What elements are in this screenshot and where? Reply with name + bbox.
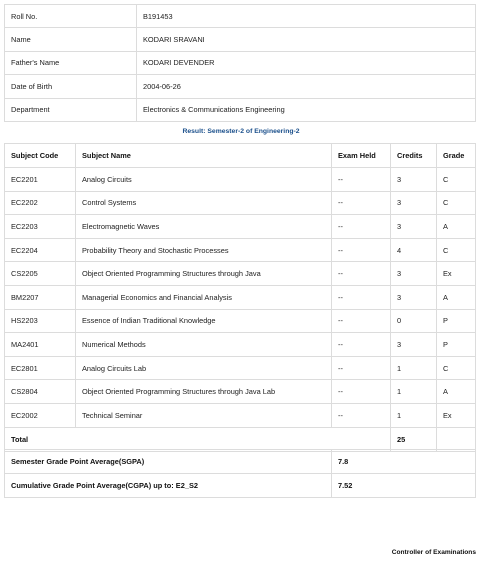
subject-code: BM2207 xyxy=(5,285,76,309)
student-info-value: 2004-06-26 xyxy=(137,75,476,98)
subject-row xyxy=(5,285,476,309)
header-grade: Grade xyxy=(437,144,476,168)
subject-name: Control Systems xyxy=(76,191,332,215)
student-info-value: KODARI DEVENDER xyxy=(137,51,476,74)
subject-exam: -- xyxy=(332,191,391,215)
student-info-table xyxy=(4,4,476,122)
subject-code: EC2002 xyxy=(5,403,76,427)
subject-exam: -- xyxy=(332,380,391,404)
subject-grade: C xyxy=(437,168,476,192)
subject-credits: 1 xyxy=(391,403,437,427)
subject-exam: -- xyxy=(332,168,391,192)
subject-row xyxy=(5,403,476,427)
subject-credits: 1 xyxy=(391,380,437,404)
subject-grade: A xyxy=(437,285,476,309)
subject-row xyxy=(5,333,476,357)
header-subject-name: Subject Name xyxy=(76,144,332,168)
subject-credits: 3 xyxy=(391,285,437,309)
subject-grade: A xyxy=(437,380,476,404)
subject-credits: 3 xyxy=(391,215,437,239)
subject-grade: C xyxy=(437,356,476,380)
subject-row xyxy=(5,380,476,404)
subject-code: EC2204 xyxy=(5,238,76,262)
subject-exam: -- xyxy=(332,238,391,262)
subject-name: Technical Seminar xyxy=(76,403,332,427)
subject-code: CS2804 xyxy=(5,380,76,404)
subject-exam: -- xyxy=(332,403,391,427)
subject-name: Numerical Methods xyxy=(76,333,332,357)
subject-code: EC2201 xyxy=(5,168,76,192)
subject-credits: 3 xyxy=(391,168,437,192)
result-heading: Result: Semester-2 of Engineering-2 xyxy=(182,128,300,135)
results-table xyxy=(4,143,476,452)
cgpa-row xyxy=(5,474,476,498)
total-credits: 25 xyxy=(391,427,437,451)
subject-name: Managerial Economics and Financial Analysis xyxy=(76,285,332,309)
header-subject-code: Subject Code xyxy=(5,144,76,168)
subject-credits: 1 xyxy=(391,356,437,380)
subject-grade: A xyxy=(437,215,476,239)
subject-credits: 0 xyxy=(391,309,437,333)
student-info-value: B191453 xyxy=(137,5,476,28)
subject-grade: C xyxy=(437,238,476,262)
student-info-label: Name xyxy=(5,28,137,51)
total-grade-cell xyxy=(437,427,476,451)
total-row xyxy=(5,427,476,451)
subject-grade: Ex xyxy=(437,262,476,286)
subject-credits: 4 xyxy=(391,238,437,262)
subject-row xyxy=(5,309,476,333)
subject-exam: -- xyxy=(332,309,391,333)
subject-credits: 3 xyxy=(391,333,437,357)
header-exam-held: Exam Held xyxy=(332,144,391,168)
cgpa-label: Cumulative Grade Point Average(CGPA) up to: E2_S2 xyxy=(5,474,332,498)
student-info-value: KODARI SRAVANI xyxy=(137,28,476,51)
student-info-row xyxy=(5,5,476,28)
total-label: Total xyxy=(5,427,391,451)
student-info-value: Electronics & Communications Engineering xyxy=(137,98,476,121)
student-info-row xyxy=(5,28,476,51)
cgpa-value: 7.52 xyxy=(332,474,476,498)
subject-row xyxy=(5,262,476,286)
subject-grade: P xyxy=(437,309,476,333)
results-header-row xyxy=(5,144,476,168)
student-info-row xyxy=(5,98,476,121)
subject-exam: -- xyxy=(332,333,391,357)
subject-name: Analog Circuits Lab xyxy=(76,356,332,380)
student-info-row xyxy=(5,75,476,98)
subject-grade: C xyxy=(437,191,476,215)
sgpa-label: Semester Grade Point Average(SGPA) xyxy=(5,450,332,474)
subject-name: Analog Circuits xyxy=(76,168,332,192)
student-info-label: Roll No. xyxy=(5,5,137,28)
header-credits: Credits xyxy=(391,144,437,168)
subject-code: MA2401 xyxy=(5,333,76,357)
subject-row xyxy=(5,168,476,192)
subject-exam: -- xyxy=(332,356,391,380)
subject-name: Essence of Indian Traditional Knowledge xyxy=(76,309,332,333)
student-info-label: Date of Birth xyxy=(5,75,137,98)
subject-code: HS2203 xyxy=(5,309,76,333)
subject-name: Object Oriented Programming Structures through Java xyxy=(76,262,332,286)
subject-exam: -- xyxy=(332,285,391,309)
subject-code: CS2205 xyxy=(5,262,76,286)
subject-code: EC2801 xyxy=(5,356,76,380)
student-info-label: Father's Name xyxy=(5,51,137,74)
subject-row xyxy=(5,238,476,262)
subject-exam: -- xyxy=(332,215,391,239)
student-info-label: Department xyxy=(5,98,137,121)
subject-name: Electromagnetic Waves xyxy=(76,215,332,239)
subject-name: Object Oriented Programming Structures through Java Lab xyxy=(76,380,332,404)
subject-credits: 3 xyxy=(391,191,437,215)
gpa-table xyxy=(4,449,476,498)
subject-code: EC2203 xyxy=(5,215,76,239)
subject-credits: 3 xyxy=(391,262,437,286)
subject-exam: -- xyxy=(332,262,391,286)
subject-row xyxy=(5,356,476,380)
controller-of-examinations: Controller of Examinations xyxy=(391,549,476,556)
subject-row xyxy=(5,191,476,215)
student-info-row xyxy=(5,51,476,74)
sgpa-row xyxy=(5,450,476,474)
subject-code: EC2202 xyxy=(5,191,76,215)
subject-grade: Ex xyxy=(437,403,476,427)
sgpa-value: 7.8 xyxy=(332,450,476,474)
subject-row xyxy=(5,215,476,239)
subject-grade: P xyxy=(437,333,476,357)
subject-name: Probability Theory and Stochastic Processes xyxy=(76,238,332,262)
